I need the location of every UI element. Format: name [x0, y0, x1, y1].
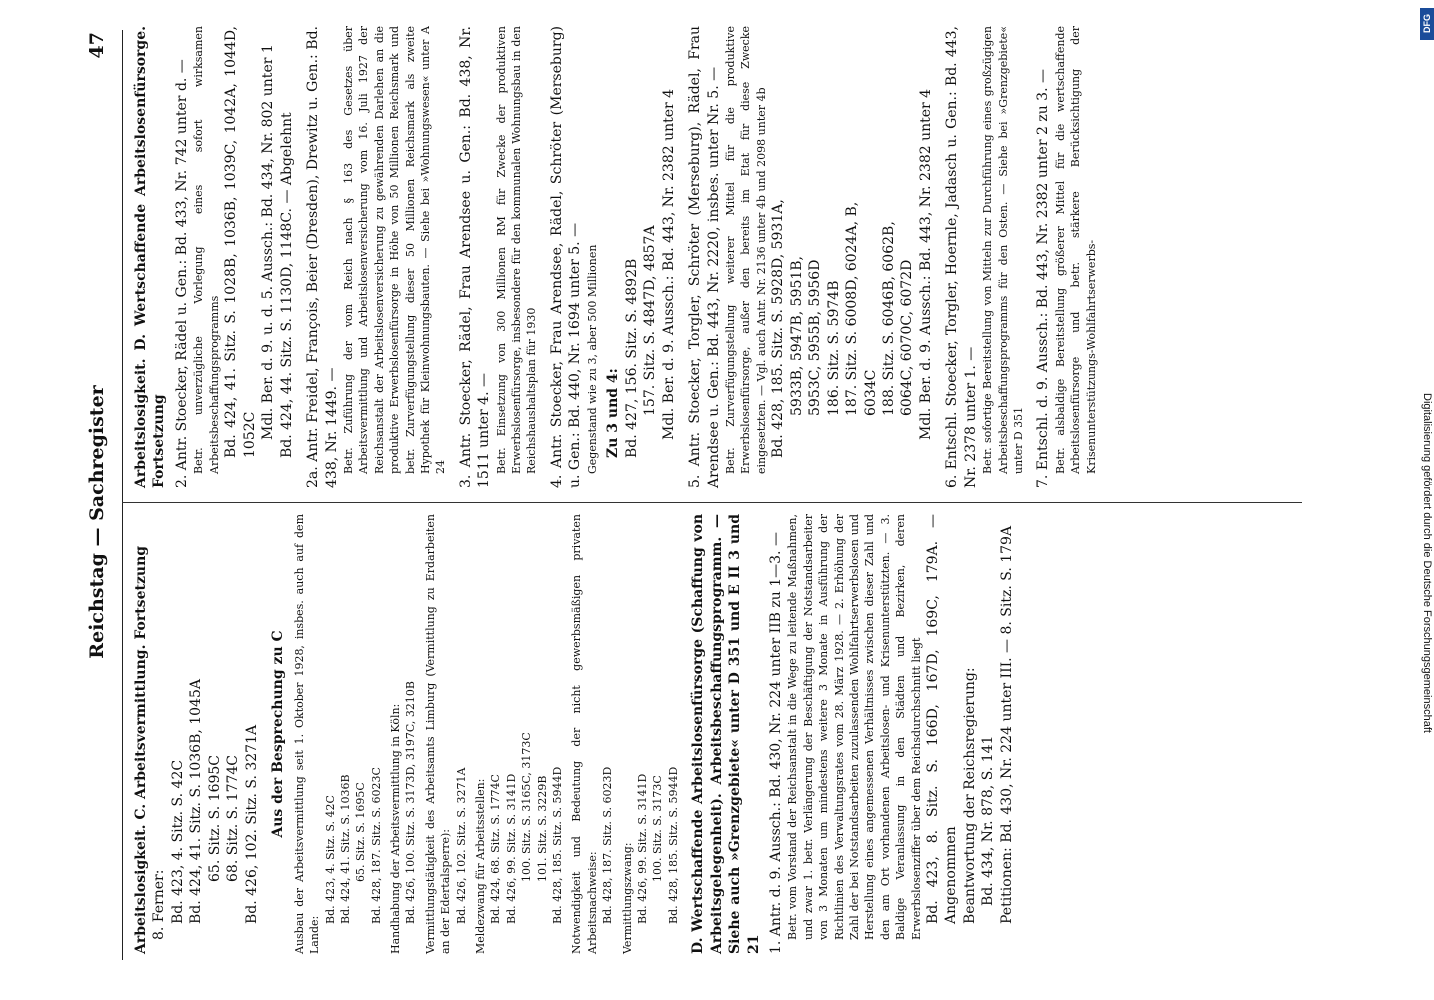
entry-d2a-body: Betr. Zuführung der vom Reich nach § 163 des Gesetzes über Arbeitsvermittlung und Arbeitslosenversicherung vom 16. Juli 1927 der Reichsanstalt der Arbeitslosenversicherung zu gewährenden Darlehen an die produktive Erwerbslosenfürsorge in Höhe von 50 Millionen Reichsmark und betr. Zurverfügungstellung dieser 50 Millionen Reichsmark als zweite Hypothek für Kleinwohnungsbauten. — Siehe bei »Wohnungswesen« unter A 24 — [342, 26, 448, 474]
entry-d6-body: Betr. sofortige Bereitstellung von Mitteln zur Durchführung eines großzügigen Arbeitsbeschaffungsprogramms für den Osten. — Siehe bei »Grenzgebiete« unter D 351 — [981, 26, 1026, 474]
topic-notwendigkeit: Notwendigkeit und Bedeutung der nicht gewerbsmäßigen privaten Arbeitsnachweise: — [570, 514, 599, 954]
entry-d4-head: 4. Antr. Stoecker, Frau Arendsee, Rädel, Schröter (Merseburg) u. Gen.: Bd. 440, Nr. 1694 unter 5. — — [548, 26, 584, 488]
reference-line: 100. Sitz. S. 3165C, 3173C — [520, 732, 534, 882]
dfg-logo-badge: DFG — [1420, 8, 1434, 40]
topic-koeln: Handhabung der Arbeitsvermittlung in Köln: — [389, 703, 403, 954]
entry-d2-body: Betr. unverzügliche Vorlegung eines sofort wirksamen Arbeitsbeschaffungsprogramms — [192, 26, 221, 474]
entry-d4-body: Gegenstand wie zu 3, aber 500 Millionen — [585, 244, 599, 474]
item-8-label: 8. Ferner: — [151, 869, 168, 940]
entry-d2a-head: 2a. Antr. Freidel, François, Beier (Dresden), Drewitz u. Gen.: Bd. 438, Nr. 1449. — — [305, 26, 340, 488]
reference-line: Bd. 427, 156. Sitz. S. 4892B — [623, 258, 640, 458]
entry-d5-head: 5. Antr. Stoecker, Torgler, Schröter (Merseburg), Rädel, Frau Arendsee u. Gen.: Bd. 443, Nr. 2220, insbes. unter Nr. 5. — — [687, 26, 722, 488]
topic-vermittlungszwang: Vermittlungszwang: — [620, 842, 634, 954]
reference-line: 65. Sitz. S. 1695C — [354, 782, 368, 882]
reference-line: Bd. 426, 102. Sitz. S. 3271A — [454, 767, 468, 924]
reference-line: 6064C, 6070C, 6072D — [899, 259, 916, 416]
reference-line: Bd. 423, 4. Sitz. S. 42C — [169, 759, 186, 924]
reference-line: Bd. 424, 41. Sitz. S. 1036B, 1045A — [188, 678, 205, 924]
reference-line: Bd. 428, 185. Sitz. S. 5928D, 5931A, — [770, 199, 787, 458]
entry-d3-body: Betr. Einsetzung von 300 Millionen RM für Zwecke der produktiven Erwerbslosenfürsorge, insbesondere für den kommunalen Wohnungsbau in den Reichshaushaltsplan für 1930 — [494, 26, 539, 474]
reference-line: Mdl. Ber. d. 9. u. d. 5. Aussch.: Bd. 434, Nr. 802 unter 1 — [260, 44, 277, 440]
digitization-credit: Digitalisierung gefördert durch die Deutsche Forschungsgemeinschaft — [1421, 393, 1433, 733]
left-column — [132, 514, 1016, 954]
reference-line: Bd. 428, 187. Sitz. S. 6023C — [369, 767, 383, 924]
reference-line: 65. Sitz. S. 1695C — [206, 754, 223, 882]
topic-limburg: Vermittlungstätigkeit des Arbeitsamts Limburg (Vermittlung zu Erdarbeiten an der Edertalsperre): — [423, 514, 453, 954]
right-column-heading: Arbeitslosigkeit. D. Wertschaffende Arbeitslosenfürsorge. Fortsetzung — [133, 26, 168, 488]
reference-line: Bd. 426, 99. Sitz. S. 3141D — [504, 773, 518, 924]
reference-line: 68. Sitz. S. 1774C — [225, 754, 242, 882]
reference-line: 100. Sitz. S. 3173C — [651, 775, 665, 882]
reference-line: Bd. 426, 100. Sitz. S. 3173D, 3197C, 3210B — [404, 681, 418, 924]
zu-3-und-4-label: Zu 3 und 4: — [605, 368, 622, 458]
reference-line: Mdl. Ber. d. 9. Aussch.: Bd. 443, Nr. 2382 unter 4 — [917, 88, 934, 440]
reference-line: Bd. 426, 102. Sitz. S. 3271A — [243, 724, 260, 924]
entry-d5-body: Betr. Zurverfügungstellung weiterer Mittel für die produktive Erwerbslosenfürsorge, außer den bereits im Etat für diese Zwecke eingesetzten. — Vgl. auch Antr. Nr. 2136 unter 4b und 2098 unter 4b — [723, 26, 768, 474]
right-column — [132, 26, 1099, 488]
entry-d1-head: 1. Antr. d. 9. Aussch.: Bd. 430, Nr. 224 unter IIB zu 1—3. — — [768, 532, 784, 954]
reference-line: Bd. 424, 41. Sitz. S. 1028B, 1036B, 1039C, 1042A, 1044D, 1052C — [223, 26, 258, 458]
discussion-subheading: Aus der Besprechung zu C — [270, 630, 287, 838]
reference-line: Bd. 426, 99. Sitz. S. 3141D — [635, 773, 649, 924]
reference-line: Bd. 428, 185. Sitz. S. 5944D — [666, 766, 680, 924]
page-number: 47 — [86, 32, 108, 59]
reference-line: Bd. 424, 41. Sitz. S. 1036B — [338, 774, 352, 924]
reference-line: Bd. 428, 185. Sitz. S. 5944D — [551, 766, 564, 924]
reference-line: Bd. 424, 68. Sitz. S. 1774C — [489, 774, 503, 924]
left-column-heading: Arbeitslosigkeit. C. Arbeitsvermittlung. Fortsetzung — [133, 545, 149, 954]
reference-line: Bd. 434, Nr. 878, S. 141 — [980, 735, 997, 906]
reference-line: Bd. 428, 187. Sitz. S. 6023D — [601, 766, 615, 924]
entry-d1-petitionen: Petitionen: Bd. 430, Nr. 224 unter III. — 8. Sitz. S. 179A — [998, 525, 1015, 924]
entry-d6-head: 6. Entschl. Stoecker, Torgler, Hoernle, Jadasch u. Gen.: Bd. 443, Nr. 2378 unter 1. — — [944, 26, 979, 488]
header-rule — [122, 30, 123, 960]
reference-line: 186. Sitz. S. 5974B — [825, 280, 842, 416]
section-d-title: D. Wertschaffende Arbeitslosenfürsorge (Schaffung von Arbeitsgelegenheit). Arbeitsbeschaffungsprogramm. — Siehe auch »Grenzgebiete« unter D 351 und E II 3 und 21 — [690, 514, 762, 954]
reference-line: 6034C — [862, 369, 879, 416]
reference-line: Bd. 424, 44. Sitz. S. 1130D, 1148C. — Abgelehnt — [278, 112, 295, 458]
entry-d1-beantwortung: Beantwortung der Reichsregierung: — [961, 667, 978, 924]
reference-line: 157. Sitz. S. 4847D, 4857A — [642, 225, 659, 416]
entry-d1-body: Betr. vom Vorstand der Reichsanstalt in die Wege zu leitende Maßnahmen, und zwar 1. betr. Verlängerung der Beschäftigung der Notstandsarbeiter von 3 Monaten um mindestens weitere 3 Monate in Ausführung der Richtlinien des Verwaltungsrates vom 28. März 1928. — 2. Erhöhung der Zahl der bei Notstandsarbeiten zuzulassenden Wohlfahrtserwerbslosen und Herstellung eines angemessenen Verhältnisses zwischen dieser Zahl und den am Ort vorhandenen Arbeitslosen- und Krisenunterstützten. — 3. Baldige Veranlassung in den Städten und Bezirken, deren Erwerbslosenziffer über dem Reichsdurchschnitt liegt — [786, 514, 923, 940]
entry-d3-head: 3. Antr. Stoecker, Rädel, Frau Arendsee u. Gen.: Bd. 438, Nr. 1511 unter 4. — — [457, 26, 493, 488]
reference-line: Bd. 423, 4. Sitz. S. 42C — [323, 795, 337, 924]
page-header-title: Reichstag — Sachregister — [86, 385, 108, 659]
reference-line: Mdl. Ber. d. 9. Aussch.: Bd. 443, Nr. 2382 unter 4 — [660, 88, 677, 440]
entry-d7-head: 7. Entschl. d. 9. Aussch.: Bd. 443, Nr. 2382 unter 2 zu 3. — — [1035, 69, 1052, 488]
entry-d2-head: 2. Antr. Stoecker, Rädel u. Gen.: Bd. 433, Nr. 742 unter d. — — [173, 59, 190, 488]
reference-line: 101. Sitz. S. 3229B — [535, 775, 549, 882]
reference-line: 188. Sitz. S. 6046B, 6062B, — [880, 221, 897, 416]
reference-line: 5933B, 5947B, 5951B, — [788, 255, 805, 416]
topic-meldezwang: Meldezwang für Arbeitsstellen: — [474, 778, 488, 954]
reference-line: 187. Sitz. S. 6008D, 6024A, B, — [844, 201, 861, 416]
topic-ausbau: Ausbau der Arbeitsvermittlung seit 1. Oktober 1928, insbes. auch auf dem Lande: — [292, 514, 322, 954]
reference-line: 5953C, 5955B, 5956D — [807, 259, 824, 416]
entry-d7-body: Betr. alsbaldige Bereitstellung größerer Mittel für die wertschaffende Arbeitslosenfürsorge und betr. stärkere Berücksichtigung der Krisenunterstützungs-Wohlfahrtserwerbs- — [1053, 26, 1098, 474]
column-divider — [122, 502, 1302, 503]
reference-line: Bd. 423, 8. Sitz. S. 166D, 167D, 169C, 179A. — Angenommen — [924, 514, 960, 924]
